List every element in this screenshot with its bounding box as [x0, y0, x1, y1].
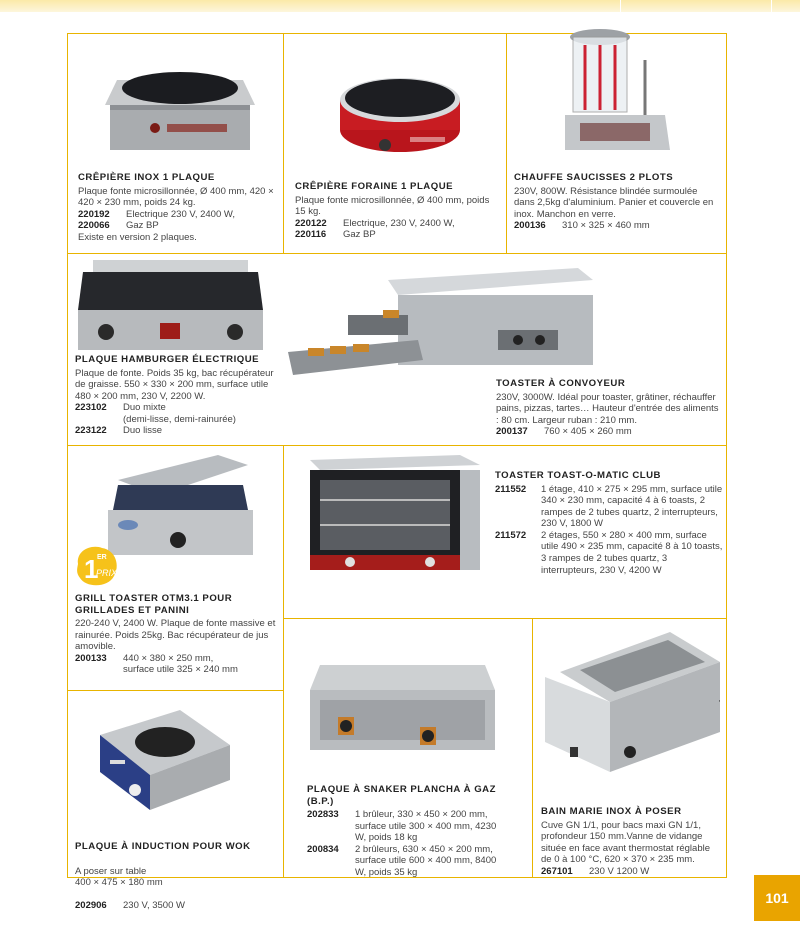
product-code: 220066 — [78, 220, 110, 232]
grid-divider — [506, 33, 507, 253]
product-ref-row — [541, 866, 721, 878]
product-title: PLAQUE HAMBURGER ÉLECTRIQUE — [75, 354, 260, 365]
crepiere-inox-image — [105, 50, 255, 160]
product-ref-row — [495, 530, 723, 576]
product-variant: 1 étage, 410 × 275 × 295 mm, surface utile 340 × 230 mm, capacité 4 à 6 toasts, 2 rampes de 2 tubes quartz, 2 interrupteurs, 230 V, 1800 W — [541, 483, 723, 530]
product-code: 223122 — [75, 425, 107, 437]
product-crepiere-inox — [78, 172, 278, 243]
product-variant: surface utile 325 × 240 mm — [123, 664, 238, 676]
product-code: 223102 — [75, 402, 107, 414]
product-code: 200834 — [307, 843, 339, 855]
product-code: 200136 — [514, 220, 546, 232]
plaque-hamburger-image — [78, 260, 263, 355]
badge-number: 1 — [84, 554, 99, 584]
product-ref-row — [75, 653, 280, 665]
product-ref-row — [75, 414, 275, 426]
product-title: CRÊPIÈRE FORAINE 1 PLAQUE — [295, 181, 454, 192]
product-crepiere-foraine — [295, 181, 500, 241]
product-variant: 310 × 325 × 460 mm — [562, 220, 650, 232]
product-variant: 1 brûleur, 330 × 450 × 200 mm, surface utile 300 × 400 mm, 4230 W, poids 18 kg — [355, 809, 497, 844]
product-variant: Duo mixte — [123, 402, 166, 414]
product-variant: Duo lisse — [123, 425, 163, 437]
grill-toaster-image — [98, 455, 263, 570]
grid-divider — [67, 690, 283, 691]
product-toast-o-matic — [495, 470, 723, 576]
grid-divider — [283, 33, 284, 253]
plaque-induction-image — [90, 700, 240, 815]
product-code: 220192 — [78, 208, 110, 220]
product-description: 230V, 3000W. Idéal pour toaster, grâtiner, réchauffer pains, pizzas, tartes… Hauteur d'entrée des aliments : 80 cm. Largeur ruban : 210 mm. — [496, 391, 719, 426]
product-ref-row — [514, 220, 719, 232]
product-variant: Electrique, 230 V, 2400 W, — [343, 217, 455, 229]
product-ref-row — [295, 218, 500, 230]
product-code — [75, 664, 123, 676]
product-ref-row — [495, 484, 723, 530]
plancha-image — [310, 655, 495, 765]
header-band — [0, 0, 800, 12]
product-code: 200133 — [75, 652, 107, 664]
product-title: TOASTER TOAST-O-MATIC CLUB — [495, 470, 661, 481]
premier-prix-badge — [72, 542, 122, 590]
product-title: PLAQUE À INDUCTION POUR WOK — [75, 840, 251, 852]
product-toaster-convoyeur — [496, 378, 721, 438]
product-variant: 2 brûleurs, 630 × 450 × 200 mm, surface utile 600 × 400 mm, 8400 W, poids 35 kg — [355, 843, 497, 878]
product-title: PLAQUE À SNAKER PLANCHA À GAZ (B.P.) — [307, 784, 496, 807]
product-bain-marie — [541, 806, 721, 877]
crepiere-foraine-image — [335, 55, 465, 160]
product-variant: 2 étages, 550 × 280 × 400 mm, surface utile 490 × 235 mm, capacité 8 à 10 toasts, 3 rampes de 2 tubes quartz, 3 interrupteurs, 230 V, 4200 W — [541, 529, 723, 576]
badge-superscript: ER — [97, 554, 107, 561]
grid-divider — [283, 445, 284, 877]
grid-divider — [67, 253, 727, 254]
product-ref-row — [295, 229, 500, 241]
product-code: 202906 — [75, 900, 107, 912]
product-title: CHAUFFE SAUCISSES 2 PLOTS — [514, 172, 674, 183]
grid-divider — [283, 618, 727, 619]
product-variant: Gaz BP — [343, 229, 376, 241]
product-variant: 230 V 1200 W — [589, 865, 650, 877]
product-description: Cuve GN 1/1, pour bacs maxi GN 1/1, profondeur 150 mm.Vanne de vidange située en face avant thermostat réglable de 0 à 100 °C, 620 × 370 × 235 mm. — [541, 819, 710, 866]
product-ref-row — [78, 209, 278, 221]
product-title: CRÊPIÈRE INOX 1 PLAQUE — [78, 172, 215, 183]
product-variant: 760 × 405 × 260 mm — [544, 426, 632, 438]
product-title: GRILL TOASTER OTM3.1 POUR GRILLADES ET PANINI — [75, 593, 233, 616]
product-variant: 440 × 380 × 250 mm, — [123, 652, 214, 664]
product-note: Existe en version 2 plaques. — [78, 231, 197, 243]
product-description: 220-240 V, 2400 W. Plaque de fonte massive et rainurée. Poids 25kg. Bac récupérateur de jus amovible. — [75, 618, 276, 653]
product-title: BAIN MARIE INOX À POSER — [541, 806, 682, 817]
product-grill-toaster — [75, 593, 280, 676]
product-plaque-induction — [75, 829, 275, 924]
product-description: A poser sur table 400 × 475 × 180 mm — [75, 865, 163, 889]
product-code: 200137 — [496, 426, 528, 438]
product-ref-row — [307, 809, 507, 844]
toaster-convoyeur-image — [288, 260, 608, 390]
product-variant: Gaz BP — [126, 220, 159, 232]
product-code: 202833 — [307, 809, 339, 820]
product-ref-row — [75, 900, 275, 912]
bain-marie-image — [540, 632, 720, 777]
product-code: 267101 — [541, 865, 573, 877]
product-ref-row — [75, 664, 280, 676]
product-code — [75, 414, 123, 426]
product-description: 230V, 800W. Résistance blindée surmoulée dans 2,5kg d'aluminium. Panier et couvercle en inox. Manchon en verre. — [514, 185, 714, 220]
product-code: 220122 — [295, 217, 327, 229]
product-ref-row — [496, 426, 721, 438]
product-ref-row — [75, 425, 275, 437]
product-ref-row — [78, 220, 278, 232]
toast-o-matic-image — [290, 450, 485, 590]
chauffe-saucisses-image — [565, 15, 675, 170]
product-ref-row — [75, 402, 275, 414]
product-variant: Electrique 230 V, 2400 W, — [126, 208, 235, 220]
product-variant: 230 V, 3500 W — [123, 900, 185, 912]
product-description: Plaque de fonte. Poids 35 kg, bac récupérateur de graisse. 550 × 330 × 200 mm, surface utile 480 × 200 mm, 230 V, 2200 W. — [75, 367, 274, 402]
product-ref-row — [307, 844, 507, 879]
product-chauffe-saucisses — [514, 172, 719, 232]
product-code: 211552 — [495, 483, 527, 495]
product-description: Plaque fonte microsillonnée, Ø 400 mm, poids 15 kg. — [295, 194, 490, 218]
product-code: 220116 — [295, 229, 327, 241]
product-plaque-hamburger — [75, 354, 275, 437]
header-band-segment — [0, 0, 621, 12]
product-title: TOASTER À CONVOYEUR — [496, 378, 626, 389]
product-plancha — [307, 784, 507, 879]
grid-divider — [67, 445, 727, 446]
header-band-segment — [621, 0, 772, 12]
product-description: Plaque fonte microsillonnée, Ø 400 mm, 420 × 420 × 230 mm, poids 24 kg. — [78, 185, 274, 209]
product-code: 211572 — [495, 529, 527, 541]
page-number: 101 — [754, 875, 800, 921]
badge-word: PRIX — [96, 568, 118, 578]
grid-divider — [532, 618, 533, 878]
product-variant: (demi-lisse, demi-rainurée) — [123, 413, 236, 425]
